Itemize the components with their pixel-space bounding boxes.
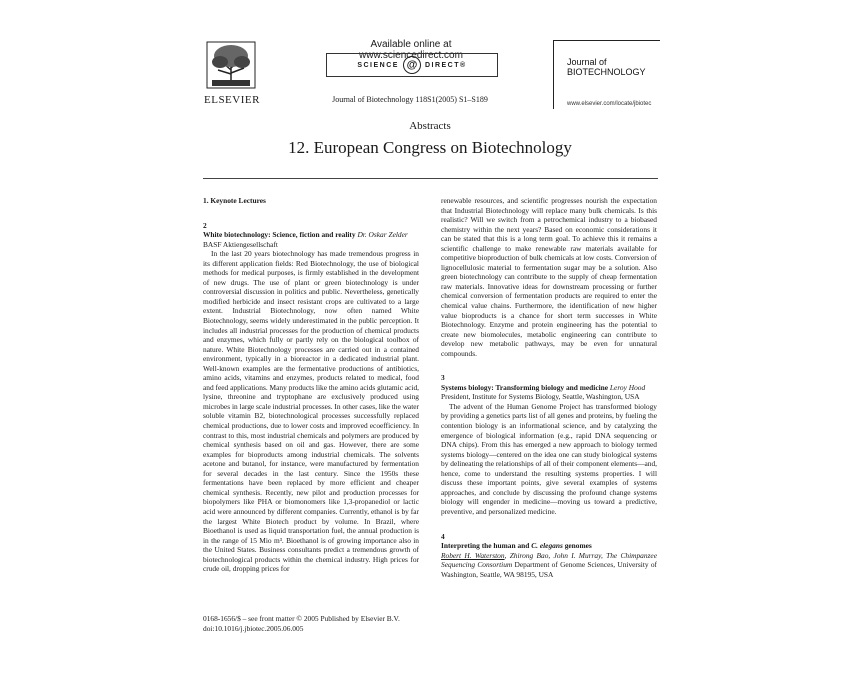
elsevier-logo: [204, 40, 260, 106]
abstract3-author: Leroy Hood: [609, 382, 646, 392]
page-title: 12. European Congress on Biotechnology: [288, 138, 572, 157]
abstract3-title: Systems biology: Transforming biology and medicine: [441, 382, 609, 392]
abstract4-title-part-a: Interpreting the human and: [441, 541, 532, 551]
at-icon: @: [403, 56, 421, 74]
abstract4-presenting-author: Robert H. Waterston: [441, 550, 505, 560]
journal-title: [567, 57, 660, 77]
abstract4-affiliation: Department of Genome Sciences, University of Washington, Seattle, WA 98195, USA: [441, 560, 657, 579]
right-column: [441, 196, 657, 579]
abstract4-title-part-b: C. elegans: [531, 541, 563, 551]
section-heading: 1. Keynote Lectures: [203, 196, 266, 205]
journal-citation: Journal of Biotechnology 118S1(2005) S1–S189: [332, 95, 488, 104]
abstract4-authors: [441, 551, 657, 580]
journal-logo: [553, 40, 660, 109]
available-online-text: Available online at www.sciencedirect.com: [359, 39, 463, 61]
abstract3-heading: [441, 383, 657, 393]
journal-title-line1: Journal of: [567, 57, 607, 67]
abstract3-affiliation: President, Institute for Systems Biology, Seattle, Washington, USA: [441, 392, 640, 402]
copyright-line: 0168-1656/$ – see front matter © 2005 Published by Elsevier B.V.: [203, 614, 400, 623]
publisher-name: ELSEVIER: [204, 94, 260, 106]
title-divider: [203, 178, 658, 179]
sciencedirect-right-text: DIRECT®: [424, 61, 467, 69]
journal-title-line2: BIOTECHNOLOGY: [567, 67, 646, 77]
doi-line: doi:10.1016/j.jbiotec.2005.06.005: [203, 624, 304, 633]
sciencedirect-left-text: SCIENCE: [357, 61, 399, 69]
left-column: [203, 196, 419, 574]
abstract4-title-part-c: genomes: [562, 541, 592, 551]
abstract4-other-authors: , Zhirong Bao, John I. Murray, The Chimpanzee Sequencing Consortium: [441, 550, 657, 570]
abstract-body: In the last 20 years biotechnology has made tremendous progress in its different application fields: Red Biotechnology, the use of biological methods for medical purposes, is firmly established in the development of new drugs. The use of plant or green biotechnology is under controversial discussion in politics and public. Nevertheless, genetically modified herbicide and insect resistant crops are cultivated to a large extent. Industrial Biotechnology, now often named White Biotechnology, seems widely underestimated in the public perception. It includes all industrial processes for the production of chemical products and enzymes, which fully or partly rely on the biological toolbox of nature. White Biotechnology processes are carried out in a contained environment, typically in a bioreactor in a dedicated industrial plant. Well-known examples are the fermentative productions of antibiotics, amino acids, vitamins and enzymes, products related to medical, food and feed applications. Many products like the amino acids glutamic acid, lysine, threonine and tryptophane are exclusively produced using microbes in large scale industrial processes. In other cases, like the water soluble vitamin B2, biotechnological processes successfully replaced chemical productions, due to lower costs and improved ecoefficiency. In contrast to this, most industrial chemicals and polymers are produced by chemical synthesis based on oil and gas. However, there are some examples for bioproducts among industrial chemicals. The solvents acetone and butanol, for instance, were manufactured by fermentation for several decades in the last century. Since the 1950s these fermentations have been replaced by more efficient and cheaper chemical synthesis. Recently, new pilot and production processes for biopolymers like PHA or biomonomers like 1,3-propanediol or lactic acid were announced by different companies. Currently, ethanol is by far the largest White Biotech product by volume. In Brazil, where Bioethanol is used as liquid transportation fuel, the annual production is in the range of 15 Mio m³. Bioethanol is of growing importance also in the United States. Business consultants predict a tremendous growth of biotechnological products within the chemical industry. High prices for crude oil, dropping prices for: [203, 249, 419, 574]
sciencedirect-logo: [326, 53, 498, 77]
abstract-continuation: renewable resources, and scientific progresses nourish the expectation that Industrial Biotechnology will replace many bulk chemicals. Is this realistic? Will we switch from a petrochemical industry to a biobased chemistry within the next years? Based on economic considerations it can be stated that this is a long term goal. To achieve this it remains a scientific challenge to make renewable raw materials available for competitive bioproduction of bulk chemicals at low costs. Conversion of lignocellulosic material to fermentation sugar may be a solution. Also green biotechnology can contribute to the supply of cheap fermentation raw materials. Innovative ideas for downstream processing or further chemical conversion of fermentation products are required to enter the chemical value chains. Furthermore, the identification of new higher value bioproducts is a chance for short term successes in White Biotechnology. Enzyme and protein engineering has the potential to create new biomolecules, metabolic engineering can contribute to develop new metabolic pathways, may be even for unnatural compounds.: [441, 196, 657, 358]
abstract4-number: 4: [441, 531, 445, 541]
abstract-author: Dr. Oskar Zelder: [357, 230, 408, 240]
abstract-title: White biotechnology: Science, fiction and reality: [203, 230, 356, 240]
abstract-heading: [203, 230, 419, 240]
abstract-number: 2: [203, 220, 207, 230]
abstract4-title: [441, 541, 657, 551]
abstract3-number: 3: [441, 373, 445, 383]
elsevier-tree-icon: [204, 40, 258, 90]
section-label: Abstracts: [409, 120, 451, 132]
abstract3-body: The advent of the Human Genome Project has transformed biology by providing a genetics parts list of all genes and proteins, by fueling the contention biology is an informational science, and by catalyzing the emergence of biological information (e.g., rapid DNA sequencing or DNA chips). From this has emerged a new approach to biology termed systems biology—centered on the idea one can study biological systems by delineating the relationships of all of their component elements—and, hence, come to understand the resulting systems properties. I will discuss these important points, give several examples of systems approaches, and conclude by discussing the profound change systems biology will engender in medicine—moving us toward a predictive, preventive, and personalized medicine.: [441, 401, 657, 516]
abstract-affiliation: BASF Aktiengesellschaft: [203, 239, 278, 249]
footer: [203, 614, 463, 634]
journal-url: www.elsevier.com/locate/jbiotec: [567, 101, 652, 107]
